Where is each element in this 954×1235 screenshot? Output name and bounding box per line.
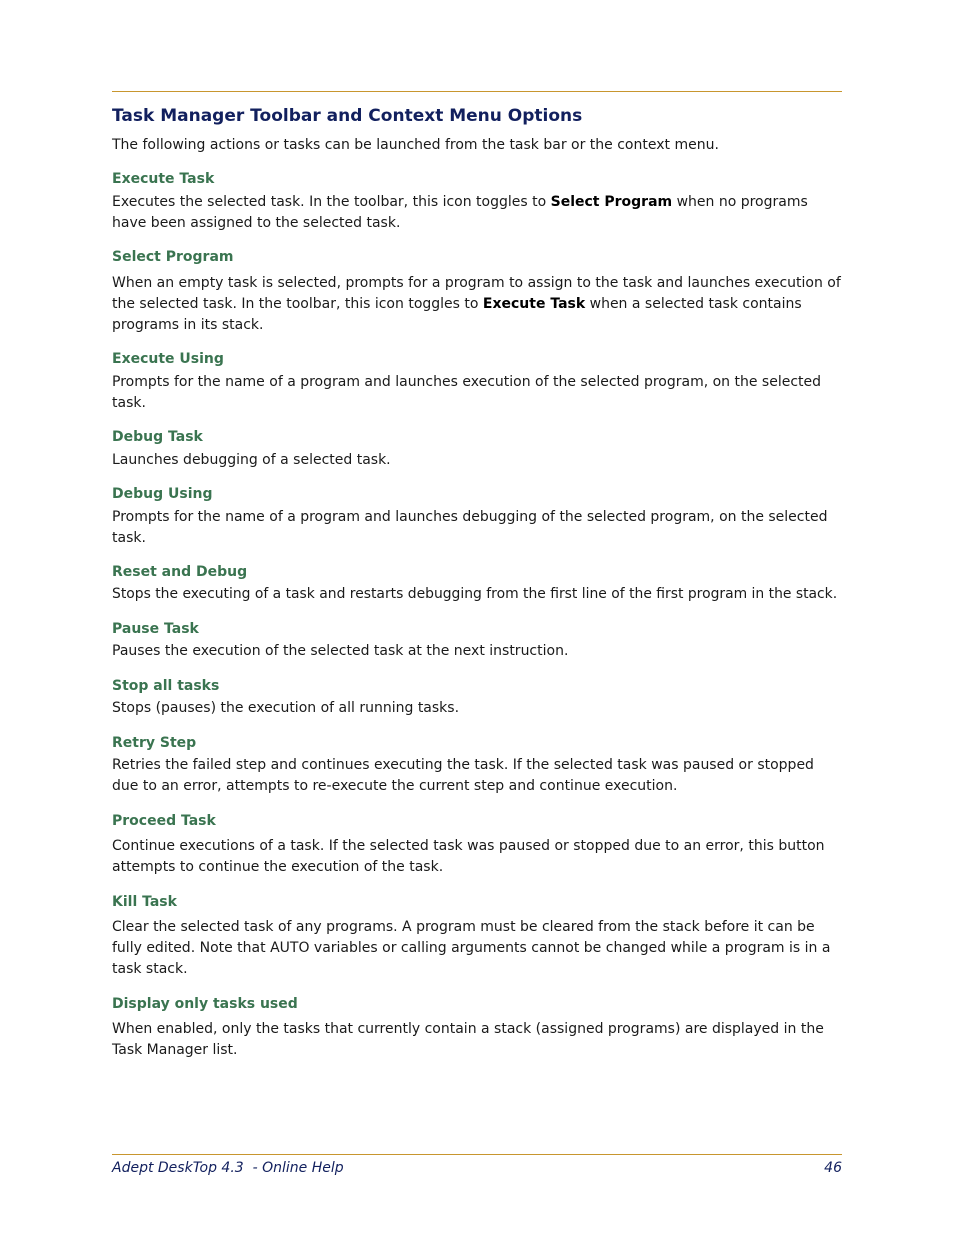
heading-retry-step: Retry Step bbox=[112, 735, 197, 751]
heading-stop-all-tasks: Stop all tasks bbox=[112, 678, 220, 694]
page-title: Task Manager Toolbar and Context Menu Options bbox=[112, 106, 583, 126]
desc-proceed-task: Continue executions of a task. If the selected task was paused or stopped due to an error, this button attempts to continue the execution of the task. bbox=[112, 838, 825, 875]
heading-proceed-task: Proceed Task bbox=[112, 813, 216, 829]
desc-reset-and-debug: Stops the executing of a task and restarts debugging from the first line of the first program in the stack. bbox=[112, 586, 838, 602]
heading-reset-and-debug: Reset and Debug bbox=[112, 564, 248, 580]
desc-execute-task: Executes the selected task. In the toolbar, this icon toggles to Select Program when no programs have been assigned to the selected task. bbox=[112, 194, 808, 231]
heading-debug-task: Debug Task bbox=[112, 429, 203, 445]
heading-kill-task: Kill Task bbox=[112, 894, 177, 910]
bold-term: Execute Task bbox=[482, 296, 586, 312]
desc-retry-step: Retries the failed step and continues executing the task. If the selected task was paused or stopped due to an error, attempts to re-execute the current step and continue execution. bbox=[112, 757, 814, 794]
desc-debug-task: Launches debugging of a selected task. bbox=[112, 452, 391, 468]
desc-select-program: When an empty task is selected, prompts for a program to assign to the task and launches execution of the selected task. In the toolbar, this icon toggles to Execute Task when a selected task contains programs in its stack. bbox=[112, 275, 841, 333]
heading-pause-task: Pause Task bbox=[112, 621, 199, 637]
desc-stop-all-tasks: Stops (pauses) the execution of all running tasks. bbox=[112, 700, 460, 716]
heading-debug-using: Debug Using bbox=[112, 486, 213, 502]
heading-execute-task: Execute Task bbox=[112, 171, 215, 187]
heading-execute-using: Execute Using bbox=[112, 351, 224, 367]
footer-rule bbox=[112, 1154, 842, 1155]
intro-paragraph: The following actions or tasks can be launched from the task bar or the context menu. bbox=[112, 137, 719, 153]
desc-kill-task: Clear the selected task of any programs. A program must be cleared from the stack before it can be fully edited. Note that AUTO variables or calling arguments cannot be changed while a program is in a task stack. bbox=[112, 919, 831, 977]
desc-pause-task: Pauses the execution of the selected task at the next instruction. bbox=[112, 643, 569, 659]
footer-title: Adept DeskTop 4.3 - Online Help bbox=[112, 1160, 344, 1176]
page-number: 46 bbox=[824, 1160, 842, 1176]
bold-term: Select Program bbox=[550, 194, 673, 210]
heading-display-only-tasks-used: Display only tasks used bbox=[112, 996, 298, 1012]
desc-display-only-tasks-used: When enabled, only the tasks that currently contain a stack (assigned programs) are displayed in the Task Manager list. bbox=[112, 1021, 824, 1058]
heading-select-program: Select Program bbox=[112, 249, 234, 265]
header-rule bbox=[112, 91, 842, 92]
desc-debug-using: Prompts for the name of a program and launches debugging of the selected program, on the selected task. bbox=[112, 509, 828, 546]
desc-execute-using: Prompts for the name of a program and launches execution of the selected program, on the selected task. bbox=[112, 374, 822, 411]
